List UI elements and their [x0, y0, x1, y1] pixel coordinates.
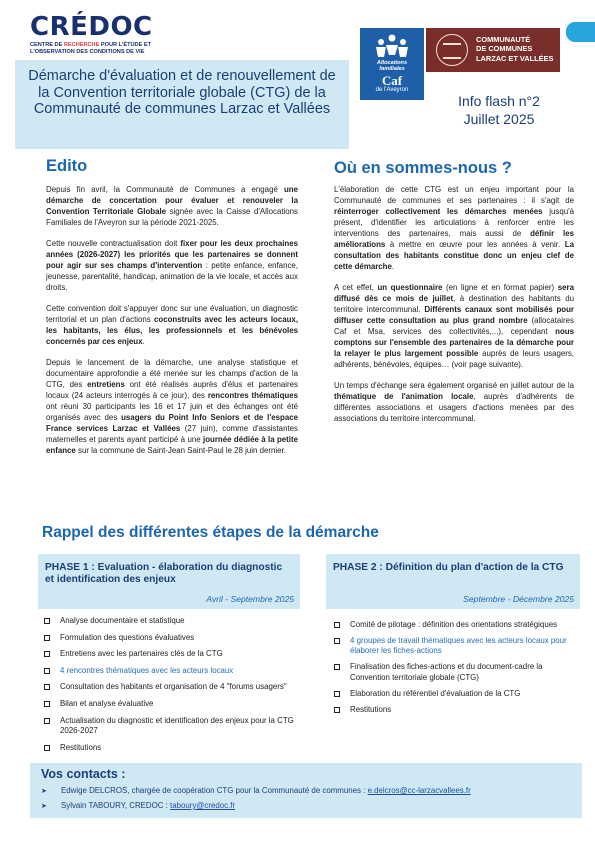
text-run-bold: réinterroger collectivement les démarches menées — [334, 207, 543, 216]
edito-heading: Edito — [46, 157, 88, 175]
checklist-item — [42, 716, 300, 737]
text-run: Cette nouvelle contractualisation doit — [46, 239, 181, 248]
ccl-label-line: COMMUNAUTÉ — [476, 35, 531, 44]
text-run: , à destination des habitants du territoire intercommunal. — [334, 294, 574, 314]
checklist-item — [332, 689, 578, 699]
checkbox-icon — [334, 691, 340, 697]
text-run-bold: Différents canaux sont mobilisés pour diffuser cette consultation au plus grand nombre — [334, 305, 574, 325]
text-run-bold: sera diffusé dès ce mois de juillet — [334, 283, 574, 303]
checkbox-icon — [334, 638, 340, 644]
checkbox-icon — [44, 745, 50, 751]
text-run-bold: journée dédiée à la petite enfance — [46, 435, 299, 455]
decorative-tab — [566, 22, 595, 42]
credoc-tagline-part: CENTRE DE — [30, 42, 64, 48]
checklist-item-highlight — [42, 666, 300, 676]
text-run: ont été réalisés auprès d'élus et partenaires locaux (24 acteurs interrogés à ce jour), des — [46, 380, 298, 400]
phase-1-dates: Avril - Septembre 2025 — [206, 594, 294, 604]
caf-dept: de l'Aveyron — [375, 87, 409, 94]
arrow-bullet-icon: ➤ — [41, 788, 47, 795]
contacts-box — [30, 763, 582, 818]
text-run: ont réuni 30 participants les 16 et 17 juin et des échanges ont été organisés avec des — [46, 402, 298, 422]
phase-2-checklist — [332, 620, 578, 721]
phases-heading: Rappel des différentes étapes de la démarche — [42, 524, 379, 541]
text-run: jusqu'à présent, d'identifier les articulations à renforcer entre les interventions des partenaires, mais aussi de — [334, 207, 575, 238]
text-run-bold: thématique de l'animation locale — [334, 392, 474, 401]
text-run: (en ligne et en format papier) — [442, 283, 558, 292]
checklist-item — [42, 633, 300, 643]
text-run: . — [391, 262, 395, 271]
communaute-communes-label — [476, 35, 553, 63]
issue-info — [440, 92, 558, 128]
caf-name: Caf — [381, 73, 403, 89]
text-run: (27 juin), comme d'assistantes maternelles et parents ayant participé à une — [46, 424, 298, 444]
checklist-item — [42, 616, 300, 626]
contact-text: Sylvain TABOURY, CREDOC : — [61, 801, 171, 810]
checklist-item — [332, 620, 578, 630]
credoc-logo — [30, 14, 160, 62]
text-run: . — [142, 337, 145, 346]
phase-1-title: PHASE 1 : Evaluation - élaboration du diagnostic et identification des enjeux — [45, 562, 283, 585]
contact-email-link[interactable]: taboury@credoc.fr — [170, 801, 236, 810]
contact-item — [41, 799, 471, 814]
caf-label — [360, 60, 424, 72]
text-run-bold: une démarche de concertation pour évaluer et renouveler la Convention Territoriale Globale — [46, 185, 298, 216]
checkbox-icon — [44, 684, 50, 690]
credoc-tagline-part: POUR L'ÉTUDE ET — [99, 42, 152, 48]
checklist-item-label: Formulation des questions évaluatives — [60, 632, 195, 642]
text-run: sur la commune de Saint-Jean Saint-Paul le 28 juin dernier. — [75, 446, 286, 455]
credoc-tagline-part: L'OBSERVATION DES CONDITIONS DE VIE — [30, 48, 145, 55]
checklist-item-label: Elaboration du référentiel d'évaluation de la CTG — [350, 688, 521, 698]
checklist-item — [42, 743, 300, 753]
edito-column — [46, 184, 298, 466]
checklist-item-label: 4 groupes de travail thématiques avec les acteurs locaux pour élaborer les fiches-actions — [350, 636, 567, 656]
text-run: à mettre en œuvre pour les années à venir. — [385, 240, 565, 249]
checkbox-icon — [334, 707, 340, 713]
checklist-item-label: 4 rencontres thématiques avec les acteurs locaux — [60, 665, 234, 675]
contact-text: Edwige DELCROS, chargée de coopération CTG pour la Communauté de communes : — [61, 786, 368, 795]
text-run: Depuis le lancement de la démarche, une analyse statistique et documentaire approfondie a été menée sur les champs d'action de la CTG, des — [46, 358, 298, 389]
text-run-bold: usagers du Point Info Seniors et de l'espace France services Larzac et Vallées — [46, 413, 298, 433]
status-paragraph — [334, 184, 574, 272]
text-run-bold: La consultation des habitants constitue donc un enjeu clef de cette démarche — [334, 240, 574, 271]
ccl-label-line: DE COMMUNES — [476, 44, 533, 54]
text-run-bold: nous comptons sur l'ensemble des partenaires de la démarche pour la relayer le plus largement possible — [334, 327, 574, 358]
status-column — [334, 184, 574, 434]
arrow-bullet-icon: ➤ — [41, 803, 47, 810]
phase-1-header — [38, 554, 300, 609]
checklist-item-label: Bilan et analyse évaluative — [60, 698, 154, 708]
text-run: A cet effet, — [334, 283, 378, 292]
status-paragraph — [334, 282, 574, 370]
page-title: Démarche d'évaluation et de renouvellement de la Convention territoriale globale (CTG) de la Communauté de communes Larzac et Vallées — [28, 68, 336, 117]
contact-item — [41, 784, 471, 799]
phase-2-dates: Septembre - Décembre 2025 — [463, 594, 574, 604]
credoc-wordmark: CRÉDOC — [30, 12, 153, 42]
issue-number: Info flash n°2 — [458, 93, 540, 109]
edito-paragraph — [46, 303, 298, 347]
communaute-communes-logo — [426, 28, 560, 72]
text-run: signée avec la Caisse d'Allocations Familiales de l'Aveyron sur la période 2021-2025. — [46, 207, 298, 227]
checkbox-icon — [44, 701, 50, 707]
contacts-heading: Vos contacts : — [41, 767, 126, 781]
checklist-item-label: Analyse documentaire et statistique — [60, 616, 185, 625]
checkbox-icon — [44, 651, 50, 657]
phase-2-title: PHASE 2 : Définition du plan d'action de la CTG — [333, 562, 564, 573]
checklist-item-label: Actualisation du diagnostic et identification des enjeux pour la CTG 2026-2027 — [60, 715, 294, 735]
phase-2-header — [326, 554, 580, 609]
text-run: Depuis fin avril, la Communauté de Communes a engagé — [46, 185, 284, 194]
checkbox-icon — [44, 718, 50, 724]
checklist-item-label: Consultation des habitants et organisation de 4 "forums usagers" — [60, 682, 287, 692]
checkbox-icon — [334, 664, 340, 670]
edito-paragraph — [46, 238, 298, 293]
contacts-list — [41, 784, 471, 814]
caf-family-icon — [372, 33, 412, 59]
checkbox-icon — [44, 618, 50, 624]
text-run-bold: entretiens — [87, 380, 125, 389]
checklist-item-label: Restitutions — [60, 742, 102, 752]
credoc-tagline-highlight: RECHERCHE — [63, 42, 100, 48]
text-run: Un temps d'échange sera également organisé en juillet autour de la — [334, 381, 574, 390]
checklist-item-label: Restitutions — [350, 704, 392, 714]
status-paragraph — [334, 380, 574, 424]
text-run-bold: définir les améliorations — [334, 229, 575, 249]
title-box — [15, 60, 349, 149]
text-run-bold: coconstruits avec les acteurs locaux, les habitants, les élus, les professionnels et les bénévoles concernés par ces enjeux — [46, 315, 299, 346]
text-run-bold: rencontres thématiques — [207, 391, 299, 400]
ccl-label-line: LARZAC ET VALLÉES — [476, 53, 554, 63]
checkbox-icon — [44, 635, 50, 641]
caf-logo — [360, 28, 424, 100]
checklist-item — [42, 682, 300, 692]
caf-label-line: Allocations — [376, 60, 408, 66]
contact-email-link[interactable]: e.delcros@cc-larzacvallees.fr — [367, 786, 471, 795]
text-run: Cette convention doit s'appuyer donc sur une évaluation, un diagnostic territorial et un plan d'actions — [46, 304, 298, 324]
checklist-item-label: Comité de pilotage : définition des orientations stratégiques — [350, 620, 558, 629]
checklist-item — [42, 699, 300, 709]
text-run: (allocataires Caf et Msa, services des collectivités,...), cependant — [334, 316, 574, 336]
text-run: L'élaboration de cette CTG est un enjeu important pour la Communauté de communes et ses partenaires : il s'agit de — [334, 185, 574, 205]
text-run-bold: fixer pour les deux prochaines années (2026-2027) les priorités que les partenaires se donnent pour agir sur ses champs d'intervention — [46, 239, 299, 270]
checkbox-icon — [44, 668, 50, 674]
text-run-bold: un questionnaire — [377, 283, 443, 292]
text-run: , auprès d'adhérents de différentes associations et usagers d'actions menées par des associations du territoire intercommunal. — [334, 392, 574, 423]
checkbox-icon — [334, 622, 340, 628]
issue-date: Juillet 2025 — [463, 111, 535, 127]
credoc-tagline — [30, 42, 160, 55]
edito-paragraph — [46, 184, 298, 228]
seal-icon — [436, 34, 468, 66]
checklist-item-label: Finalisation des fiches-actions et du document-cadre la Convention territoriale globale (CTG) — [350, 662, 543, 682]
checklist-item — [332, 662, 578, 683]
text-run: auprès de leurs usagers, adhérents, bénévoles, équipes… (voir page suivante). — [334, 349, 575, 369]
checklist-item — [332, 705, 578, 715]
checklist-item-label: Entretiens avec les partenaires clés de la CTG — [60, 649, 223, 659]
text-run: : petite enfance, enfance, jeunesse, parentalité, handicap, animation de la vie locale, et accès aux droits. — [46, 261, 298, 292]
status-heading: Où en sommes-nous ? — [334, 159, 512, 177]
caf-label-line: familiales — [379, 66, 405, 73]
checklist-item — [42, 649, 300, 659]
checklist-item-highlight — [332, 636, 578, 657]
phase-1-checklist — [42, 616, 300, 759]
edito-paragraph — [46, 357, 298, 456]
